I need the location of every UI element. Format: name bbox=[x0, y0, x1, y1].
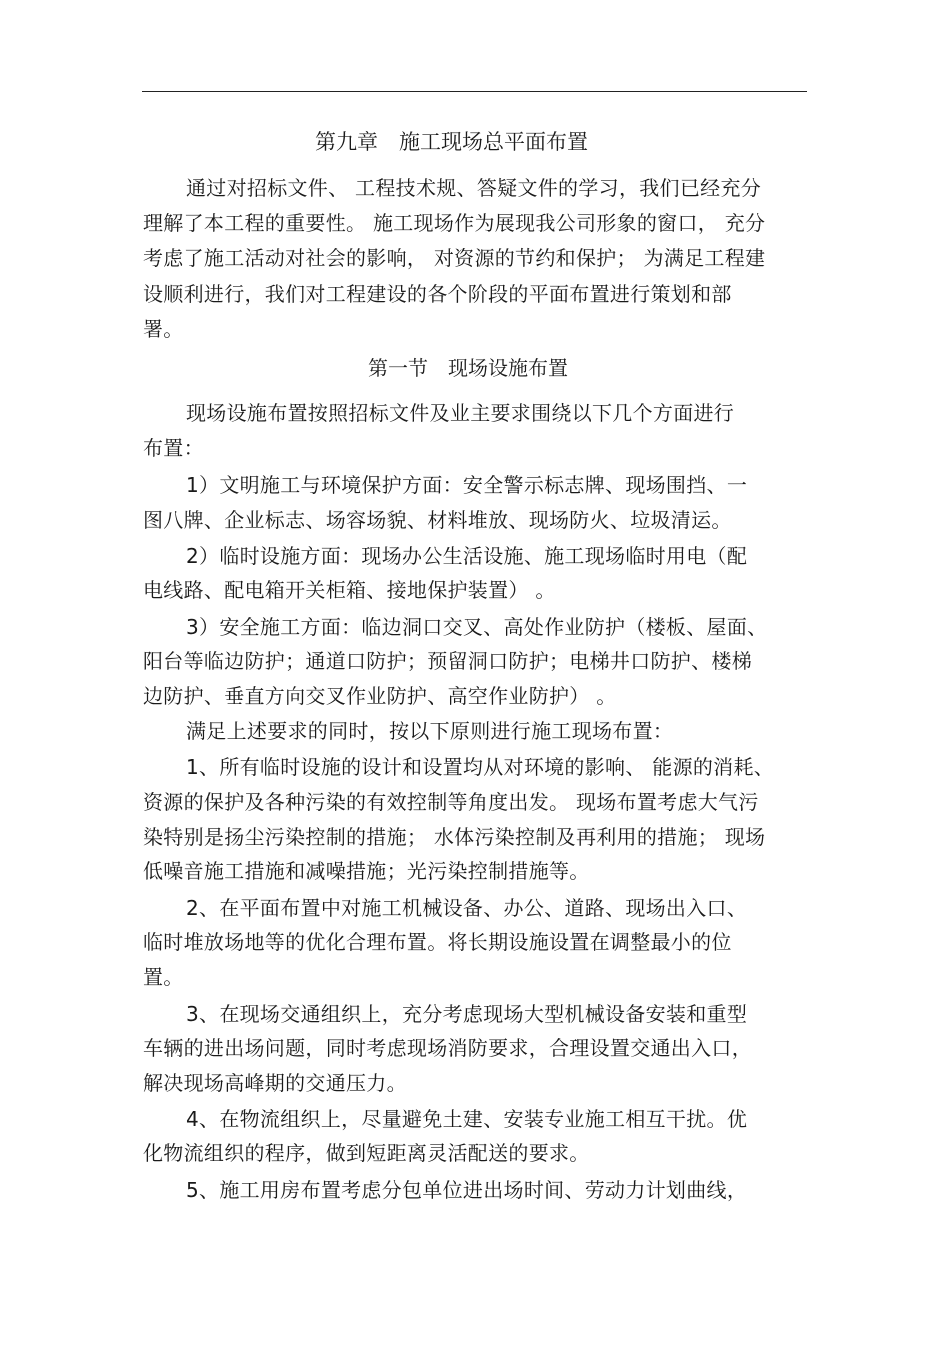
paragraph-line: 2、在平面布置中对施工机械设备、办公、道路、现场出入口、 bbox=[186, 896, 748, 920]
paragraph-line: 染特别是扬尘污染控制的措施； 水体污染控制及再利用的措施； 现场 bbox=[143, 825, 766, 849]
paragraph-line: 资源的保护及各种污染的有效控制等角度出发。 现场布置考虑大气污 bbox=[143, 790, 759, 814]
paragraph-line: 考虑了施工活动对社会的影响， 对资源的节约和保护； 为满足工程建 bbox=[143, 246, 766, 270]
paragraph-line: 图八牌、企业标志、场容场貌、材料堆放、现场防火、垃圾清运。 bbox=[143, 508, 732, 532]
paragraph-line: 临时堆放场地等的优化合理布置。将长期设施设置在调整最小的位 bbox=[143, 930, 732, 954]
paragraph-line: 化物流组织的程序，做到短距离灵活配送的要求。 bbox=[143, 1141, 590, 1165]
paragraph-line: 置。 bbox=[143, 965, 184, 989]
section-title: 第一节 现场设施布置 bbox=[368, 356, 568, 380]
paragraph-line: 3、在现场交通组织上，充分考虑现场大型机械设备安装和重型 bbox=[186, 1002, 748, 1026]
paragraph-line: 理解了本工程的重要性。 施工现场作为展现我公司形象的窗口， 充分 bbox=[143, 211, 766, 235]
paragraph-line: 低噪音施工措施和减噪措施；光污染控制措施等。 bbox=[143, 859, 590, 883]
paragraph-line: 3）安全施工方面：临边洞口交叉、高处作业防护（楼板、屋面、 bbox=[186, 615, 768, 639]
paragraph-line: 4、在物流组织上，尽量避免土建、安装专业施工相互干扰。优 bbox=[186, 1107, 748, 1131]
paragraph-line: 2）临时设施方面：现场办公生活设施、施工现场临时用电（配 bbox=[186, 544, 748, 568]
header-rule bbox=[142, 91, 807, 92]
paragraph-line: 解决现场高峰期的交通压力。 bbox=[143, 1071, 407, 1095]
paragraph-line: 现场设施布置按照招标文件及业主要求围绕以下几个方面进行 bbox=[186, 401, 735, 425]
paragraph-line: 1、所有临时设施的设计和设置均从对环境的影响、 能源的消耗、 bbox=[186, 755, 775, 779]
paragraph-line: 布置： bbox=[143, 436, 204, 460]
paragraph-line: 设顺利进行，我们对工程建设的各个阶段的平面布置进行策划和部 bbox=[143, 282, 732, 306]
chapter-title: 第九章 施工现场总平面布置 bbox=[315, 130, 588, 154]
paragraph-line: 5、施工用房布置考虑分包单位进出场时间、劳动力计划曲线， bbox=[186, 1178, 748, 1202]
paragraph-line: 署。 bbox=[143, 317, 184, 341]
paragraph-line: 通过对招标文件、 工程技术规、答疑文件的学习，我们已经充分 bbox=[186, 176, 762, 200]
paragraph-line: 电线路、配电箱开关柜箱、接地保护装置） 。 bbox=[143, 578, 556, 602]
paragraph-line: 车辆的进出场问题，同时考虑现场消防要求，合理设置交通出入口， bbox=[143, 1036, 752, 1060]
paragraph-line: 满足上述要求的同时，按以下原则进行施工现场布置： bbox=[186, 719, 674, 743]
paragraph-line: 阳台等临边防护；通道口防护；预留洞口防护；电梯井口防护、楼梯 bbox=[143, 649, 752, 673]
paragraph-line: 边防护、垂直方向交叉作业防护、高空作业防护） 。 bbox=[143, 684, 617, 708]
paragraph-line: 1）文明施工与环境保护方面：安全警示标志牌、现场围挡、一 bbox=[186, 473, 748, 497]
